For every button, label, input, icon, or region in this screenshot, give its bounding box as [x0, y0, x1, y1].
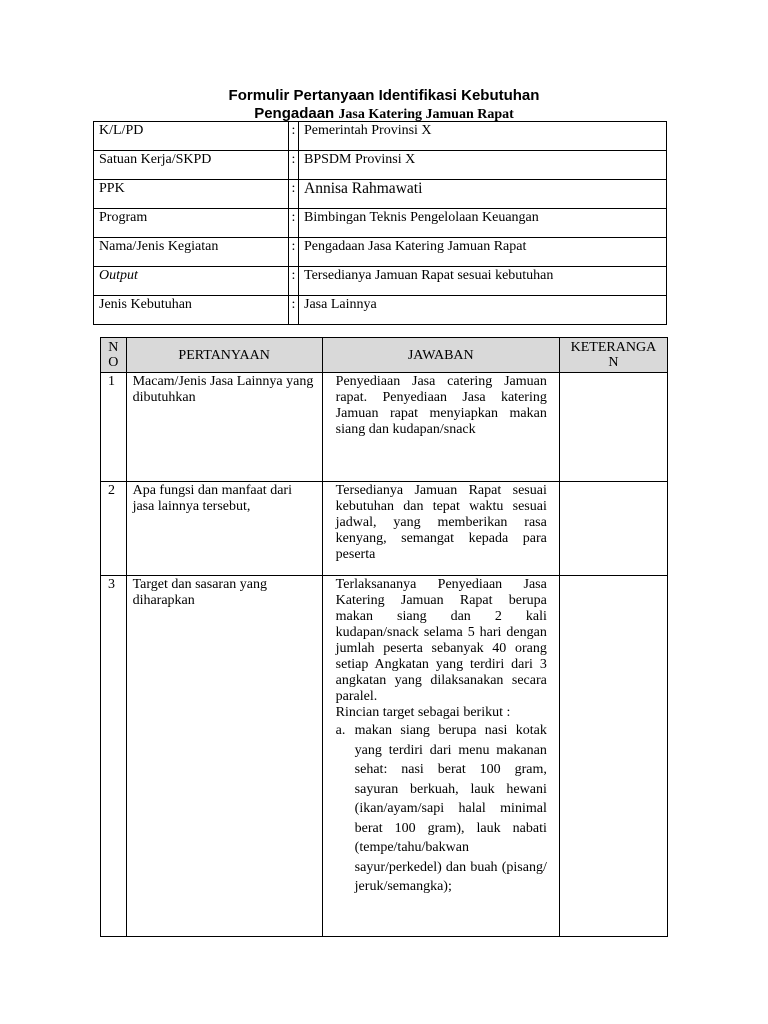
qa-no: 1	[101, 373, 127, 482]
info-label: Satuan Kerja/SKPD	[94, 151, 289, 180]
info-row	[94, 209, 667, 238]
qa-answer-cell	[322, 576, 559, 937]
info-table	[93, 121, 667, 325]
form-subtitle-suffix: Jasa Katering Jamuan Rapat	[338, 107, 514, 122]
info-row	[94, 267, 667, 296]
info-value: Bimbingan Teknis Pengelolaan Keuangan	[299, 209, 667, 238]
header-answer: JAWABAN	[322, 338, 559, 373]
info-label: Nama/Jenis Kegiatan	[94, 238, 289, 267]
info-colon: :	[289, 151, 299, 180]
header-no-line1: N	[108, 340, 119, 355]
info-value: Pemerintah Provinsi X	[299, 122, 667, 151]
header-note-line1: KETERANGA	[570, 340, 657, 355]
form-subtitle-prefix: Pengadaan	[254, 105, 335, 122]
qa-note	[559, 482, 667, 576]
qa-question: Apa fungsi dan manfaat dari jasa lainnya tersebut,	[126, 482, 322, 576]
qa-answer: Penyediaan Jasa catering Jamuan rapat. Penyediaan Jasa katering Jamuan rapat menyiapkan makan siang dan kudapan/snack	[322, 373, 559, 482]
info-colon: :	[289, 122, 299, 151]
qa-no: 2	[101, 482, 127, 576]
info-label: Output	[94, 267, 289, 296]
info-colon: :	[289, 296, 299, 325]
info-row	[94, 238, 667, 267]
info-label: PPK	[94, 180, 289, 209]
qa-table	[100, 337, 668, 937]
qa-row	[101, 482, 668, 576]
qa-answer-list-item	[336, 721, 547, 897]
qa-question: Target dan sasaran yang diharapkan	[126, 576, 322, 937]
qa-row	[101, 576, 668, 937]
header-note	[559, 338, 667, 373]
info-colon: :	[289, 238, 299, 267]
qa-header-row	[101, 338, 668, 373]
list-item-text: makan siang berupa nasi kotak yang terdiri dari menu makanan sehat: nasi berat 100 gram, sayuran berkuah, lauk hewani (ikan/ayam/sapi halal minimal berat 100 gram), lauk nabati (tempe/tahu/bakwan sayur/perkedel) dan buah (pisang/ jeruk/semangka);	[354, 723, 547, 894]
list-marker: a.	[335, 723, 346, 738]
info-value: BPSDM Provinsi X	[299, 151, 667, 180]
qa-answer: Tersedianya Jamuan Rapat sesuai kebutuhan dan tepat waktu sesuai jadwal, yang memberikan rasa kenyang, semangat kepada para peserta	[322, 482, 559, 576]
header-note-line2: N	[608, 355, 619, 370]
info-value: Jasa Lainnya	[299, 296, 667, 325]
info-colon: :	[289, 267, 299, 296]
header-no-line2: O	[108, 355, 119, 370]
qa-note	[559, 373, 667, 482]
info-colon: :	[289, 180, 299, 209]
header-question: PERTANYAAN	[126, 338, 322, 373]
qa-question: Macam/Jenis Jasa Lainnya yang dibutuhkan	[126, 373, 322, 482]
info-value: Pengadaan Jasa Katering Jamuan Rapat	[299, 238, 667, 267]
info-label: Jenis Kebutuhan	[94, 296, 289, 325]
form-title: Formulir Pertanyaan Identifikasi Kebutuhan	[228, 87, 540, 104]
header-no	[101, 338, 127, 373]
info-row	[94, 151, 667, 180]
info-label: K/L/PD	[94, 122, 289, 151]
qa-answer-list	[336, 721, 547, 897]
qa-answer: Terlaksananya Penyediaan Jasa Katering Jamuan Rapat berupa makan siang dan 2 kali kudapan/snack selama 5 hari dengan jumlah peserta sebanyak 40 orang setiap Angkatan yang terdiri dari 3 angkatan yang dilaksanakan secara paralel.	[335, 577, 547, 704]
qa-note	[559, 576, 667, 937]
qa-row	[101, 373, 668, 482]
info-value: Annisa Rahmawati	[299, 180, 667, 209]
info-row	[94, 180, 667, 209]
info-value: Tersedianya Jamuan Rapat sesuai kebutuhan	[299, 267, 667, 296]
qa-no: 3	[101, 576, 127, 937]
qa-answer-intro: Rincian target sebagai berikut :	[335, 705, 511, 720]
info-row	[94, 296, 667, 325]
info-colon: :	[289, 209, 299, 238]
info-label: Program	[94, 209, 289, 238]
info-row	[94, 122, 667, 151]
